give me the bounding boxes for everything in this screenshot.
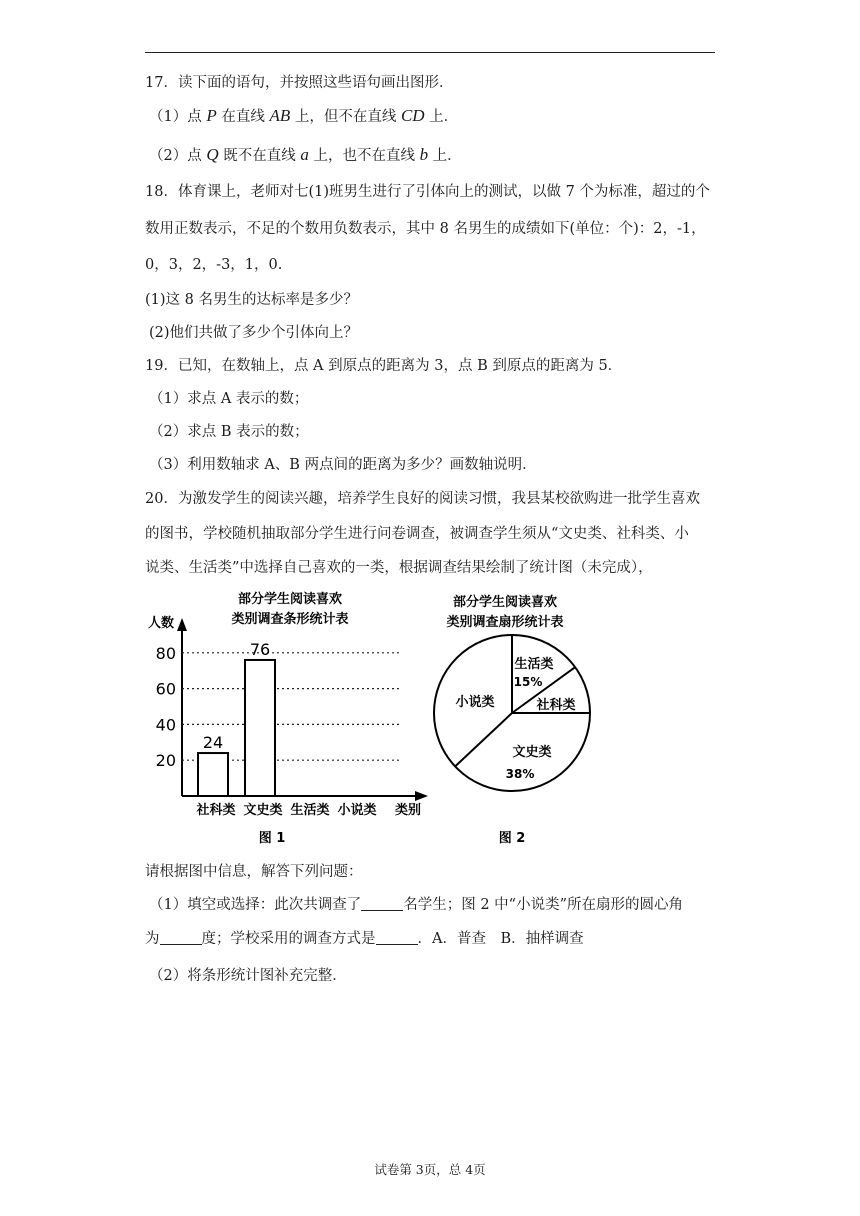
x-tick-label: 文史类	[243, 803, 283, 818]
y-axis-label: 人数	[148, 616, 175, 631]
page-footer: 试卷第 3页，总 4页	[374, 1162, 486, 1177]
q20-line2: 的图书，学校随机抽取部分学生进行问卷调查，被调查学生须从“文史类、社科类、小	[145, 526, 689, 542]
x-axis-label: 类别	[394, 803, 422, 818]
q18-sub2: (2)他们共做了多少个引体向上？	[149, 325, 359, 341]
figure-caption: 图 1	[258, 831, 286, 846]
answer-blank-angle[interactable]	[160, 930, 202, 945]
y-tick-label: 20	[155, 751, 176, 771]
q20-line1: 20．为激发学生的阅读兴趣，培养学生良好的阅读习惯，我县某校欲购进一批学生喜欢	[145, 491, 700, 507]
bar-chart-title-line: 类别调查条形统计表	[231, 612, 349, 627]
q17-stem: 17．读下面的语句，并按照这些语句画出图形．	[145, 75, 454, 91]
q18-line2: 数用正数表示，不足的个数用负数表示，其中 8 名男生的成绩如下(单位：个)：2，-1，	[145, 221, 706, 237]
q18-sub1: (1)这 8 名男生的达标率是多少？	[145, 292, 358, 308]
pie-slice-label: 小说类	[455, 695, 495, 710]
bar-data-label: 24	[202, 733, 224, 753]
header-rule	[145, 52, 715, 53]
y-axis-arrow	[177, 618, 187, 631]
q20-sub2: （2）将条形统计图补充完整．	[149, 968, 347, 984]
pie-slice-label: 社科类	[536, 698, 576, 713]
q19-sub1: （1）求点 A 表示的数；	[149, 391, 309, 407]
x-tick-label: 小说类	[337, 803, 377, 818]
q19-stem: 19．已知，在数轴上，点 A 到原点的距离为 3，点 B 到原点的距离为 5．	[145, 358, 623, 374]
y-tick-label: 60	[155, 679, 176, 699]
bar-data-label: 76	[249, 639, 271, 659]
pie-slice-label: 生活类	[514, 657, 554, 672]
answer-blank-count[interactable]	[361, 896, 403, 911]
q20-sub1-line2: 为 度；学校采用的调查方式是 ．A．普查 B．抽样调查	[145, 931, 584, 947]
pie-chart-title-line: 部分学生阅读喜欢	[452, 595, 558, 610]
q18-line3: 0，3，2，-3，1，0.	[145, 257, 283, 273]
x-tick-label: 生活类	[290, 803, 330, 818]
q17-part2: （2）点 Q 既不在直线 a 上，也不在直线 b 上．	[149, 145, 462, 164]
q20-sub1-line1: （1）填空或选择：此次共调查了 名学生；图 2 中“小说类”所在扇形的圆心角	[149, 897, 684, 913]
pie-percent-label: 38%	[505, 767, 535, 781]
bar-chart-title-line: 部分学生阅读喜欢	[237, 592, 343, 607]
bar	[198, 753, 228, 796]
q19-sub2: （2）求点 B 表示的数；	[149, 424, 309, 440]
bar	[245, 660, 275, 796]
figure-caption: 图 2	[498, 831, 526, 846]
pie-slice-label: 文史类	[512, 745, 552, 760]
q19-sub3: （3）利用数轴求 A、B 两点间的距离为多少？画数轴说明．	[149, 457, 537, 473]
q17-part1: （1）点 P 在直线 AB 上，但不在直线 CD 上．	[149, 106, 459, 125]
answer-blank-method[interactable]	[376, 930, 418, 945]
q20-ask: 请根据图中信息，解答下列问题：	[145, 864, 363, 880]
bar-chart-figure	[140, 585, 440, 850]
pie-chart-title-line: 类别调查扇形统计表	[446, 615, 564, 630]
x-tick-label: 社科类	[196, 803, 236, 818]
y-tick-label: 40	[155, 715, 176, 735]
q18-line1: 18．体育课上，老师对七(1)班男生进行了引体向上的测试，以做 7 个为标准，超过的个	[145, 184, 710, 200]
pie-chart-figure	[420, 585, 610, 850]
pie-percent-label: 15%	[513, 675, 543, 689]
y-tick-label: 80	[155, 643, 176, 663]
q20-line3: 说类、生活类”中选择自己喜欢的一类，根据调查结果绘制了统计图（未完成），	[145, 560, 653, 576]
